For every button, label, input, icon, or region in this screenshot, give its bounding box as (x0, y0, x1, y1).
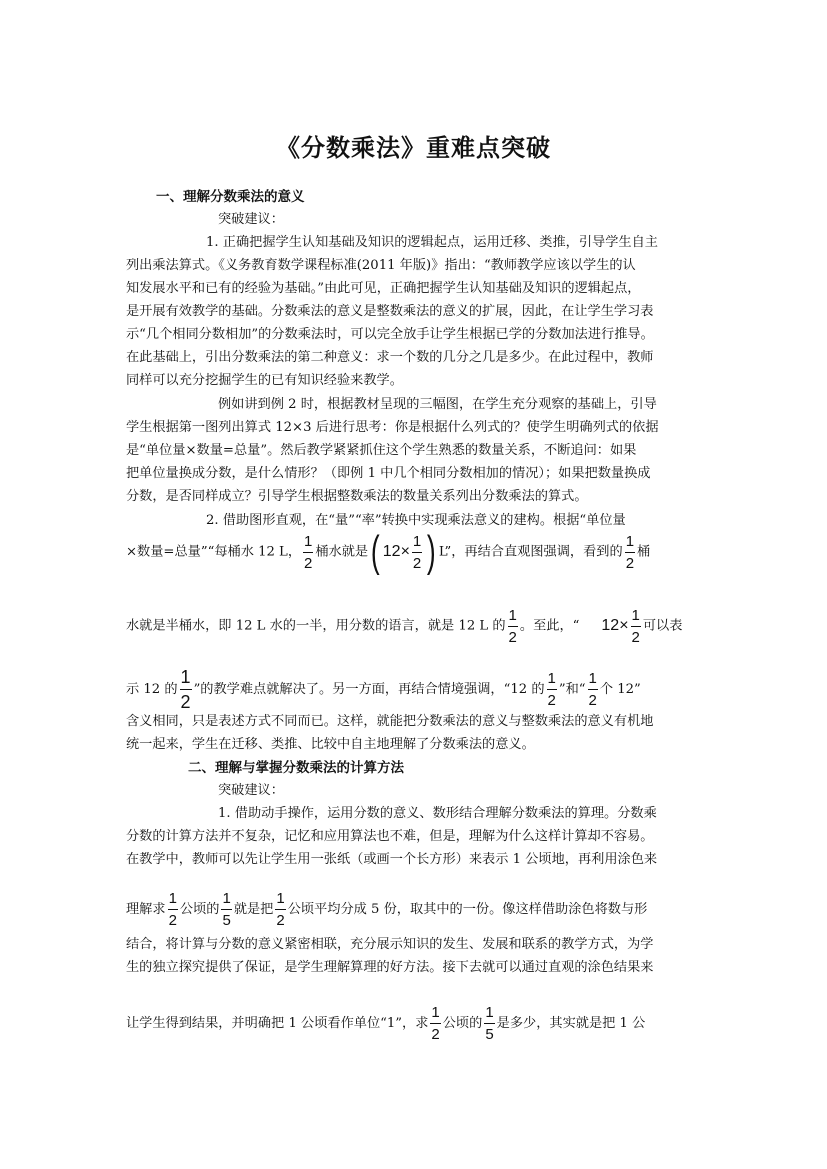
numerator: 1 (180, 667, 191, 687)
numerator: 1 (431, 1004, 440, 1021)
s1-p1-line: 是开展有效教学的基础。分数乘法的意义是整数乘法的意义的扩展，因此，在让学生学习表 (126, 304, 654, 319)
numerator: 1 (625, 532, 635, 550)
s2-line: 结合，将计算与分数的意义紧密相联，充分展示知识的发生、发展和联系的教学方式，为学 (126, 937, 654, 952)
numerator: 1 (412, 532, 422, 550)
text-segment: 桶 (637, 544, 651, 560)
s2-line-fractions-1 (126, 880, 706, 940)
text-segment: 公顷的 (179, 902, 220, 917)
s1-p2-line: 把单位量换成分数，是什么情形？（即例 1 中几个相同分数相加的情况）；如果把数量换成 (126, 466, 651, 481)
section-2-heading: 二、理解与掌握分数乘法的计算方法 (188, 760, 404, 776)
fraction-one-half (631, 608, 641, 645)
text-segment: 。至此，“ (519, 618, 580, 634)
text-segment: 示 12 的 (126, 682, 178, 697)
fraction-one-half (430, 1005, 440, 1042)
text-segment: ”和“ (558, 682, 586, 697)
text-segment: 可以表 (642, 618, 683, 634)
s1-p2-line: 分数，是否同样成立？引导学生根据整数乘法的数量关系列出分数乘法的算式。 (126, 489, 588, 504)
fraction-one-half (275, 891, 285, 928)
page-title: 《分数乘法》重难点突破 (276, 134, 551, 162)
denominator: 2 (508, 626, 518, 645)
fraction-one-half (168, 891, 178, 928)
left-paren: ( (371, 527, 380, 576)
numerator: 1 (588, 670, 597, 687)
text-segment: ”的教学难点就解决了。另一方面，再结合情境强调，“12 的 (193, 682, 545, 697)
denominator: 2 (412, 552, 422, 571)
fraction-one-half (303, 534, 313, 571)
denominator: 5 (221, 909, 231, 928)
s1-p1-line: 示“几个相同分数相加”的分数乘法时，可以完全放手让学生根据已学的分数加法进行推导。 (126, 327, 654, 342)
numerator: 1 (304, 532, 313, 550)
text-segment: 水就是半桶水，即 12 L 水的一半，用分数的语言，就是 12 L 的 (126, 618, 506, 634)
text-segment: 公顷平均分成 5 份，取其中的一份。像这样借助涂色将数与形 (287, 902, 648, 917)
section-1-heading: 一、理解分数乘法的意义 (156, 189, 305, 205)
s1-p2-line: 例如讲到例 2 时，根据教材呈现的三幅图，在学生充分观察的基础上，引导 (218, 397, 657, 412)
s1-p3-line: 统一起来，学生在迁移、类推、比较中自主地理解了分数乘法的意义。 (126, 737, 535, 752)
fraction-one-half (180, 668, 192, 711)
numerator: 1 (222, 890, 231, 907)
fraction-one-half (547, 671, 557, 708)
denominator: 2 (180, 689, 192, 711)
denominator: 2 (588, 689, 598, 708)
fraction-one-half (508, 608, 518, 645)
text-segment: 公顷的 (442, 1016, 483, 1031)
s1-p1-line: 知发展水平和已有的经验为基础。”由此可见，正确把握学生认知基础及知识的逻辑起点， (126, 281, 641, 296)
expr-twelve-times: 12× (601, 617, 629, 634)
s2-p1-line: 在教学中，教师可以先让学生用一张纸（或画一个长方形）来表示 1 公顷地，再利用涂色来 (126, 852, 658, 867)
s2-p1-line: 1. 借助动手操作，运用分数的意义、数形结合理解分数乘法的算理。分数乘 (218, 806, 657, 821)
fraction-one-fifth (484, 1005, 494, 1042)
text-segment: 个 12” (599, 682, 641, 697)
denominator: 2 (430, 1023, 440, 1042)
fraction-one-half (412, 534, 422, 571)
s1-p1-line: 同样可以充分挖掘学生的已有知识经验来教学。 (126, 373, 403, 388)
text-segment: 是多少，其实就是把 1 公 (496, 1016, 646, 1031)
text-segment: ×数量=总量”“每桶水 12 L， (126, 544, 302, 560)
s1-p3-line: 2. 借助图形直观，在“量”“率”转换中实现乘法意义的建构。根据“单位量 (206, 513, 626, 528)
expr-twelve-times: 12× (382, 543, 410, 560)
s2-line: 生的独立探究提供了保证，是学生理解算理的好方法。接下去就可以通过直观的涂色结果来 (126, 960, 654, 975)
numerator: 1 (168, 890, 177, 907)
denominator: 5 (484, 1023, 494, 1042)
s1-p3-line-fractions-2 (126, 596, 706, 656)
text-segment: 就是把 (233, 902, 274, 917)
s1-p3-line-fractions-1 (126, 522, 706, 582)
text-segment: 桶水就是 (315, 544, 369, 560)
s1-p2-line: 是“单位量×数量=总量”。然后教学紧紧抓住这个学生熟悉的数量关系，不断追问：如果 (126, 443, 637, 458)
denominator: 2 (275, 909, 285, 928)
text-segment: L”，再结合直观图强调，看到的 (438, 544, 623, 560)
denominator: 2 (168, 909, 178, 928)
s1-p3-line: 含义相同，只是表述方式不同而已。这样，就能把分数乘法的意义与整数乘法的意义有机地 (126, 714, 654, 729)
denominator: 2 (625, 552, 635, 571)
fraction-one-half (588, 671, 598, 708)
numerator: 1 (547, 670, 556, 687)
text-segment: 让学生得到结果，并明确把 1 公顷看作单位“1”，求 (126, 1016, 429, 1031)
fraction-one-fifth (221, 891, 231, 928)
denominator: 2 (547, 689, 557, 708)
s1-advice-label: 突破建议： (218, 212, 284, 227)
numerator: 1 (276, 890, 285, 907)
s2-p1-line: 分数的计算方法并不复杂，记忆和应用算法也不难，但是，理解为什么这样计算却不容易。 (126, 829, 654, 844)
s1-p1-line: 1. 正确把握学生认知基础及知识的逻辑起点，运用迁移、类推，引导学生自主 (206, 235, 658, 250)
s2-line-fractions-2 (126, 994, 706, 1054)
denominator: 2 (303, 552, 313, 571)
numerator: 1 (485, 1004, 494, 1021)
s1-p3-line-fractions-3 (126, 660, 706, 720)
s1-p2-line: 学生根据第一图列出算式 12×3 后进行思考：你是根据什么列式的？使学生明确列式的依据 (126, 420, 659, 435)
numerator: 1 (508, 606, 517, 624)
s2-advice-label: 突破建议： (218, 783, 284, 798)
numerator: 1 (631, 606, 640, 624)
s1-p1-line: 在此基础上，引出分数乘法的第二种意义：求一个数的几分之几是多少。在此过程中，教师 (126, 350, 654, 365)
s1-p1-line: 列出乘法算式。《义务教育数学课程标准(2011 年版)》指出：“教师教学应该以学生的认 (126, 258, 636, 273)
fraction-one-half (625, 534, 635, 571)
denominator: 2 (631, 626, 641, 645)
text-segment: 理解求 (126, 902, 166, 917)
right-paren: ) (427, 527, 436, 576)
